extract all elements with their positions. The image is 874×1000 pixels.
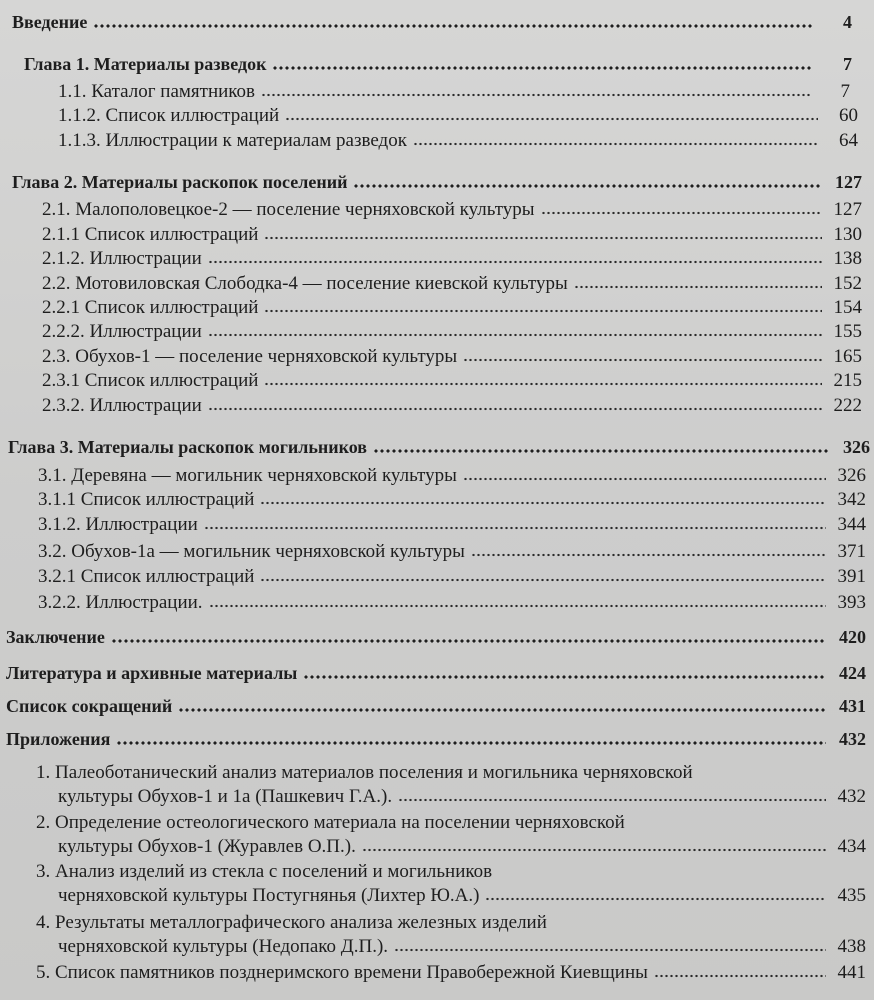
toc-entry-title: 1.1.3. Иллюстрации к материалам разведок [58,130,407,151]
dot-leader [303,675,826,679]
toc-entry-title: 2.3.1 Список иллюстраций [42,370,259,391]
toc-entry-title: Список сокращений [6,696,173,716]
toc-entry [58,836,866,858]
toc-entry-title: Заключение [6,627,105,647]
toc-entry-title: 5. Список памятников позднеримского времени Правобережной Киевщины [36,962,648,983]
toc-heading [6,695,866,717]
toc-page-number: 435 [837,885,866,906]
toc-page-number: 64 [839,130,858,151]
toc-entry-title: 3.1.2. Иллюстрации [38,514,198,535]
toc-page-number: 438 [837,936,866,957]
toc-page-number: 432 [837,786,866,807]
dot-leader [485,897,826,901]
toc-page-number: 215 [833,370,862,391]
toc-page-number: 441 [837,962,866,983]
toc-entry [58,81,850,103]
dot-leader [463,477,826,481]
toc-page-number: 138 [833,248,862,269]
dot-leader [373,449,830,453]
toc-entry [58,105,858,127]
toc-entry-title: 2.3. Обухов-1 — поселение черняховской культуры [42,346,458,367]
dot-leader [93,24,812,28]
dot-leader [116,741,826,745]
toc-entry [42,395,862,417]
toc-entry [58,786,866,808]
toc-page-number: 165 [833,346,862,367]
dot-leader [413,142,818,146]
toc-heading [6,728,866,750]
dot-leader [264,382,822,386]
toc-page-number: 424 [839,663,866,683]
dot-leader [362,848,826,852]
toc-heading [12,171,862,193]
toc-entry [58,130,858,152]
toc-entry [38,566,866,588]
toc-page-number: 4 [843,12,852,32]
dot-leader [261,93,810,97]
toc-entry-title: 2.3.2. Иллюстрации [42,395,202,416]
toc-entry-title: 3.1.1 Список иллюстраций [38,489,255,510]
toc-entry-title: 3.2.2. Иллюстрации. [38,592,203,613]
appendix-entry-first-line: 1. Палеоботанический анализ материалов поселения и могильника черняховской [36,762,693,783]
dot-leader [208,333,822,337]
toc-entry-title: Литература и архивные материалы [6,663,298,683]
toc-heading [6,662,866,684]
dot-leader [111,639,826,643]
toc-heading [8,436,870,458]
toc-entry [42,321,862,343]
toc-page-number: 432 [839,729,866,749]
toc-entry-title: 2.1.1 Список иллюстраций [42,224,259,245]
toc-entry-title: 2.2.2. Иллюстрации [42,321,202,342]
toc-page-number: 127 [835,172,862,192]
dot-leader [463,358,822,362]
toc-entry-title: культуры Обухов-1 и 1а (Пашкевич Г.А.). [58,786,393,807]
toc-entry [58,885,866,907]
toc-page-number: 222 [833,395,862,416]
dot-leader [394,948,826,952]
appendix-entry-first-line: 3. Анализ изделий из стекла с поселений и могильников [36,861,493,882]
toc-page-number: 342 [837,489,866,510]
toc-entry [38,592,866,614]
toc-entry-title: 2.2. Мотовиловская Слободка-4 — поселение киевской культуры [42,273,568,294]
toc-entry [42,224,862,246]
toc-page-number: 130 [833,224,862,245]
toc-entry-title: Глава 1. Материалы разведок [24,54,267,74]
toc-entry-title: 2.1. Малополовецкое-2 — поселение черняховской культуры [42,199,535,220]
dot-leader [285,117,818,121]
toc-page-number: 393 [837,592,866,613]
toc-entry [38,514,866,536]
toc-page-number: 7 [840,81,850,102]
toc-page-number: 431 [839,696,866,716]
appendix-entry-first-line: 4. Результаты металлографического анализа железных изделий [36,912,547,933]
toc-entry [42,297,862,319]
toc-entry-title: Приложения [6,729,111,749]
toc-page-number: 391 [837,566,866,587]
toc-page-number: 154 [833,297,862,318]
toc-page-number: 434 [837,836,866,857]
toc-entry [58,936,866,958]
dot-leader [260,578,826,582]
toc-page-number: 155 [833,321,862,342]
toc-page-number: 326 [843,437,870,457]
toc-entry [42,346,862,368]
toc-entry-title: 1.1.2. Список иллюстраций [58,105,280,126]
toc-page-number: 371 [837,541,866,562]
dot-leader [264,236,822,240]
toc-page-number: 127 [833,199,862,220]
toc-entry [42,199,862,221]
dot-leader [574,285,822,289]
dot-leader [264,309,822,313]
toc-entry-title: 2.2.1 Список иллюстраций [42,297,259,318]
toc-entry [38,465,866,487]
toc-heading [12,11,852,33]
toc-heading [6,626,866,648]
toc-page-number: 420 [839,627,866,647]
toc-entry [38,541,866,563]
toc-entry-title: Глава 2. Материалы раскопок поселений [12,172,348,192]
toc-entry-title: черняховской культуры Постугнянья (Лихтер Ю.А.) [58,885,480,906]
dot-leader [541,211,822,215]
toc-entry-title: 1.1. Каталог памятников [58,81,256,102]
toc-entry-title: культуры Обухов-1 (Журавлев О.П.). [58,836,356,857]
appendix-entry-first-line: 2. Определение остеологического материала на поселении черняховской [36,812,625,833]
dot-leader [353,184,822,188]
toc-page-number: 152 [833,273,862,294]
dot-leader [209,604,826,608]
toc-page-number: 7 [843,54,852,74]
toc-entry-title: 3.2. Обухов-1а — могильник черняховской культуры [38,541,465,562]
dot-leader [398,798,826,802]
toc-entry [42,248,862,270]
dot-leader [471,553,826,557]
dot-leader [178,708,826,712]
toc-entry [38,489,866,511]
dot-leader [260,501,826,505]
toc-entry-title: черняховской культуры (Недопако Д.П.). [58,936,389,957]
dot-leader [208,407,822,411]
toc-entry [42,273,862,295]
toc-page-number: 326 [837,465,866,486]
toc-page-number: 344 [837,514,866,535]
toc-entry-title: Глава 3. Материалы раскопок могильников [8,437,367,457]
toc-entry [42,370,862,392]
toc-entry-title: 2.1.2. Иллюстрации [42,248,202,269]
toc-entry-title: 3.1. Деревяна — могильник черняховской культуры [38,465,457,486]
toc-entry [36,962,866,984]
dot-leader [204,526,826,530]
toc-entry-title: Введение [12,12,88,32]
toc-page-number: 60 [839,105,858,126]
dot-leader [272,66,812,70]
toc-heading [24,53,852,75]
dot-leader [208,260,822,264]
dot-leader [654,974,826,978]
toc-entry-title: 3.2.1 Список иллюстраций [38,566,255,587]
